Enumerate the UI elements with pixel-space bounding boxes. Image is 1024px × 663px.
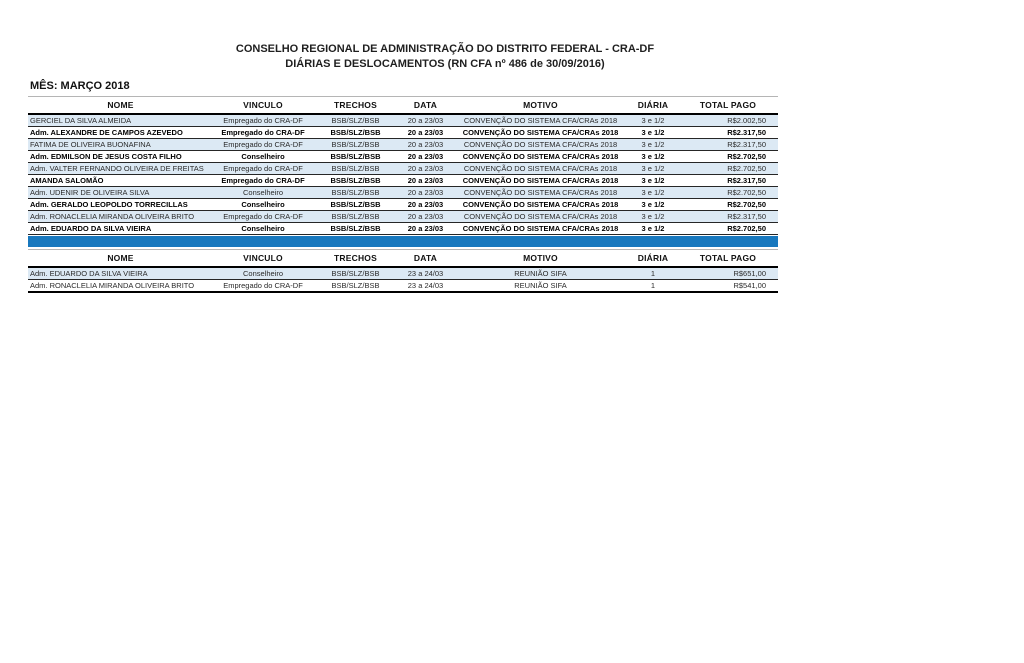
column-header-motivo: MOTIVO (453, 250, 628, 268)
column-header-total-pago: TOTAL PAGO (678, 97, 778, 115)
cell-nome: Adm. EDMILSON DE JESUS COSTA FILHO (28, 151, 213, 163)
cell-data: 20 a 23/03 (398, 151, 453, 163)
column-header-motivo: MOTIVO (453, 97, 628, 115)
table-row (28, 187, 778, 199)
cell-motivo: CONVENÇÃO DO SISTEMA CFA/CRAs 2018 (453, 175, 628, 187)
column-header-diaria: DIÁRIA (628, 250, 678, 268)
cell-diaria: 3 e 1/2 (628, 187, 678, 199)
cell-data: 20 a 23/03 (398, 163, 453, 175)
cell-vinculo: Conselheiro (213, 199, 313, 211)
cell-diaria: 3 e 1/2 (628, 127, 678, 139)
cell-vinculo: Conselheiro (213, 151, 313, 163)
cell-diaria: 3 e 1/2 (628, 151, 678, 163)
table-row (28, 163, 778, 175)
cell-data: 20 a 23/03 (398, 114, 453, 127)
column-header-total-pago: TOTAL PAGO (678, 250, 778, 268)
cell-data: 20 a 23/03 (398, 127, 453, 139)
cell-data: 23 a 24/03 (398, 267, 453, 280)
cell-nome: Adm. EDUARDO DA SILVA VIEIRA (28, 267, 213, 280)
cell-vinculo: Conselheiro (213, 267, 313, 280)
cell-trechos: BSB/SLZ/BSB (313, 187, 398, 199)
table-row (28, 267, 778, 280)
title-line-2: DIÁRIAS E DESLOCAMENTOS (RN CFA nº 486 de 30/09/2016) (285, 58, 605, 70)
cell-vinculo: Conselheiro (213, 223, 313, 235)
cell-motivo: CONVENÇÃO DO SISTEMA CFA/CRAs 2018 (453, 127, 628, 139)
column-header-diaria: DIÁRIA (628, 97, 678, 115)
cell-diaria: 3 e 1/2 (628, 223, 678, 235)
table-header-row (28, 250, 778, 268)
cell-total-pago: R$541,00 (678, 280, 778, 293)
cell-data: 23 a 24/03 (398, 280, 453, 293)
cell-data: 20 a 23/03 (398, 223, 453, 235)
cell-nome: Adm. UDENIR DE OLIVEIRA SILVA (28, 187, 213, 199)
tables-container (28, 96, 778, 293)
cell-trechos: BSB/SLZ/BSB (313, 151, 398, 163)
cell-trechos: BSB/SLZ/BSB (313, 127, 398, 139)
cell-nome: GERCIEL DA SILVA ALMEIDA (28, 114, 213, 127)
cell-total-pago: R$2.317,50 (678, 127, 778, 139)
cell-vinculo: Empregado do CRA-DF (213, 139, 313, 151)
cell-trechos: BSB/SLZ/BSB (313, 139, 398, 151)
cell-nome: Adm. RONACLELIA MIRANDA OLIVEIRA BRITO (28, 211, 213, 223)
cell-nome: Adm. VALTER FERNANDO OLIVEIRA DE FREITAS (28, 163, 213, 175)
cell-total-pago: R$2.702,50 (678, 151, 778, 163)
cell-motivo: CONVENÇÃO DO SISTEMA CFA/CRAs 2018 (453, 163, 628, 175)
cell-data: 20 a 23/03 (398, 187, 453, 199)
cell-data: 20 a 23/03 (398, 199, 453, 211)
cell-diaria: 3 e 1/2 (628, 163, 678, 175)
column-header-trechos: TRECHOS (313, 97, 398, 115)
cell-vinculo: Empregado do CRA-DF (213, 127, 313, 139)
cell-diaria: 3 e 1/2 (628, 211, 678, 223)
cell-total-pago: R$2.317,50 (678, 139, 778, 151)
cell-trechos: BSB/SLZ/BSB (313, 163, 398, 175)
cell-diaria: 3 e 1/2 (628, 139, 678, 151)
cell-motivo: CONVENÇÃO DO SISTEMA CFA/CRAs 2018 (453, 139, 628, 151)
column-header-data: DATA (398, 250, 453, 268)
cell-total-pago: R$2.317,50 (678, 175, 778, 187)
cell-motivo: CONVENÇÃO DO SISTEMA CFA/CRAs 2018 (453, 199, 628, 211)
cell-vinculo: Empregado do CRA-DF (213, 114, 313, 127)
cell-total-pago: R$2.002,50 (678, 114, 778, 127)
cell-nome: Adm. ALEXANDRE DE CAMPOS AZEVEDO (28, 127, 213, 139)
cell-nome: AMANDA SALOMÃO (28, 175, 213, 187)
cell-total-pago: R$2.702,50 (678, 223, 778, 235)
cell-total-pago: R$2.702,50 (678, 163, 778, 175)
table-row (28, 139, 778, 151)
cell-vinculo: Conselheiro (213, 187, 313, 199)
column-header-data: DATA (398, 97, 453, 115)
column-header-nome: NOME (28, 250, 213, 268)
document-title (0, 42, 890, 72)
table-row (28, 151, 778, 163)
cell-diaria: 3 e 1/2 (628, 114, 678, 127)
table-row (28, 114, 778, 127)
cell-total-pago: R$2.702,50 (678, 187, 778, 199)
cell-nome: Adm. EDUARDO DA SILVA VIEIRA (28, 223, 213, 235)
cell-nome: Adm. RONACLELIA MIRANDA OLIVEIRA BRITO (28, 280, 213, 293)
cell-motivo: CONVENÇÃO DO SISTEMA CFA/CRAs 2018 (453, 223, 628, 235)
diarias-reuniao-table (28, 249, 778, 293)
cell-diaria: 1 (628, 267, 678, 280)
diarias-convencao-table (28, 96, 778, 235)
cell-data: 20 a 23/03 (398, 175, 453, 187)
column-header-vinculo: VINCULO (213, 250, 313, 268)
column-header-trechos: TRECHOS (313, 250, 398, 268)
cell-vinculo: Empregado do CRA-DF (213, 211, 313, 223)
cell-trechos: BSB/SLZ/BSB (313, 199, 398, 211)
cell-trechos: BSB/SLZ/BSB (313, 267, 398, 280)
cell-total-pago: R$2.702,50 (678, 199, 778, 211)
table-row (28, 127, 778, 139)
cell-data: 20 a 23/03 (398, 139, 453, 151)
cell-motivo: CONVENÇÃO DO SISTEMA CFA/CRAs 2018 (453, 187, 628, 199)
cell-trechos: BSB/SLZ/BSB (313, 211, 398, 223)
cell-diaria: 3 e 1/2 (628, 199, 678, 211)
cell-motivo: REUNIÃO SIFA (453, 267, 628, 280)
cell-trechos: BSB/SLZ/BSB (313, 175, 398, 187)
cell-trechos: BSB/SLZ/BSB (313, 280, 398, 293)
cell-trechos: BSB/SLZ/BSB (313, 114, 398, 127)
cell-nome: Adm. GERALDO LEOPOLDO TORRECILLAS (28, 199, 213, 211)
table-row (28, 211, 778, 223)
month-label: MÊS: MARÇO 2018 (30, 80, 130, 92)
table-row (28, 280, 778, 293)
table-row (28, 175, 778, 187)
table-row (28, 199, 778, 211)
column-header-nome: NOME (28, 97, 213, 115)
blue-separator-band (28, 236, 778, 247)
cell-total-pago: R$2.317,50 (678, 211, 778, 223)
cell-diaria: 3 e 1/2 (628, 175, 678, 187)
cell-motivo: CONVENÇÃO DO SISTEMA CFA/CRAs 2018 (453, 151, 628, 163)
cell-vinculo: Empregado do CRA-DF (213, 175, 313, 187)
cell-vinculo: Empregado do CRA-DF (213, 280, 313, 293)
cell-data: 20 a 23/03 (398, 211, 453, 223)
cell-vinculo: Empregado do CRA-DF (213, 163, 313, 175)
table-row (28, 223, 778, 235)
table-header-row (28, 97, 778, 115)
cell-motivo: REUNIÃO SIFA (453, 280, 628, 293)
cell-total-pago: R$651,00 (678, 267, 778, 280)
cell-trechos: BSB/SLZ/BSB (313, 223, 398, 235)
cell-diaria: 1 (628, 280, 678, 293)
cell-motivo: CONVENÇÃO DO SISTEMA CFA/CRAs 2018 (453, 114, 628, 127)
cell-motivo: CONVENÇÃO DO SISTEMA CFA/CRAs 2018 (453, 211, 628, 223)
cell-nome: FATIMA DE OLIVEIRA BUONAFINA (28, 139, 213, 151)
title-line-1: CONSELHO REGIONAL DE ADMINISTRAÇÃO DO DISTRITO FEDERAL - CRA-DF (235, 43, 655, 55)
column-header-vinculo: VINCULO (213, 97, 313, 115)
